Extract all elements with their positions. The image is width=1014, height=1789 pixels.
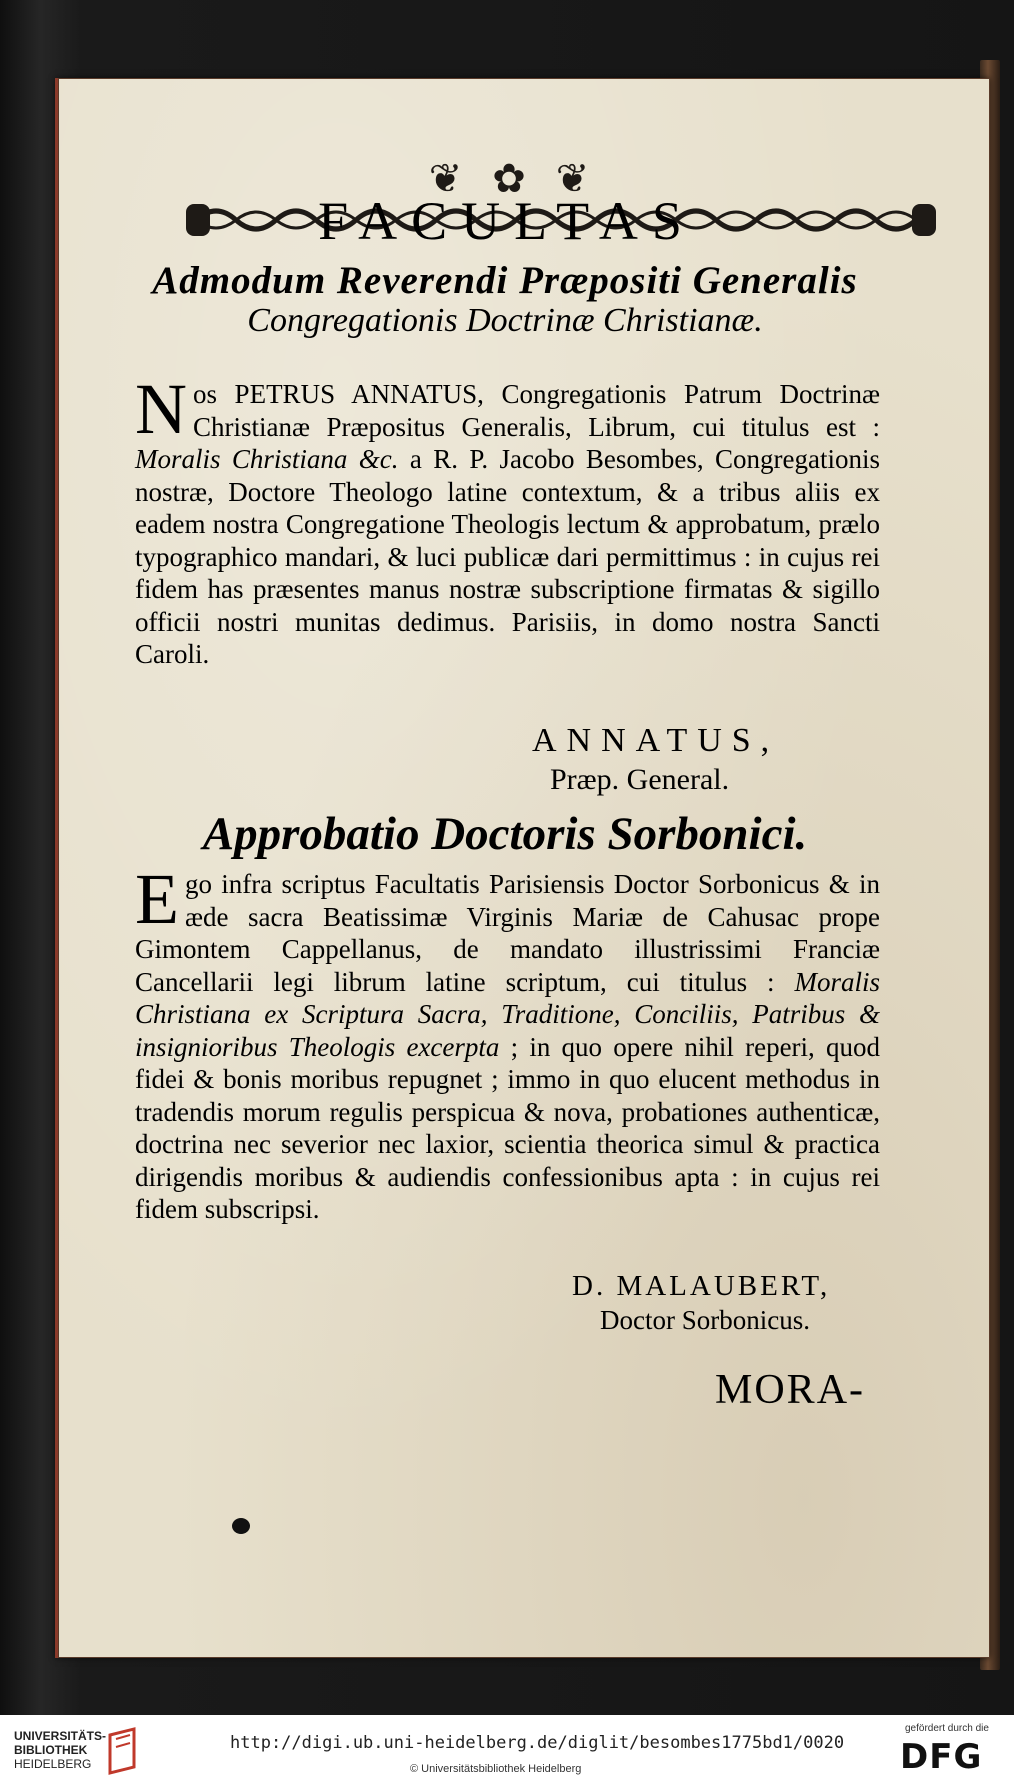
catchword: MORA- (715, 1367, 866, 1413)
library-logo-icon (104, 1727, 144, 1775)
library-name-line: BIBLIOTHEK (14, 1743, 88, 1757)
paragraph-approbatio (135, 859, 881, 1226)
subtitle-line-2: Congregationis Doctrinæ Christianæ. (247, 302, 763, 339)
subtitle-line-1: Admodum Reverendi Præpositi Generalis (152, 259, 858, 302)
funding-label: gefördert durch die (905, 1723, 989, 1734)
section-heading: Approbatio Doctoris Sorbonici. (202, 808, 808, 860)
paragraph-text: go infra scriptus Facultatis Parisiensis Doctor Sorbonicus & in æde sacra Beatissimæ Virginis Mariæ de Cahusac prope Gimontem Cappellanus, de mandato illustrissimi Franciæ Cancellarii legi librum latine scriptum, cui titulus : (135, 869, 880, 997)
permalink-link[interactable]: http://digi.ub.uni-heidelberg.de/diglit/besombes1775bd1/0020 (230, 1733, 845, 1753)
signature-name: ANNATUS, (532, 722, 780, 759)
paragraph-italic: Moralis Christiana &c. (135, 444, 399, 474)
ink-blot (232, 1518, 250, 1534)
paragraph-text: os PETRUS ANNATUS, Congregationis Patrum Doctrinæ Christianæ Præpositus Generalis, Librum, cui titulus est : (193, 379, 880, 442)
footer-bar (0, 1715, 1014, 1789)
signature-name: D. MALAUBERT, (572, 1270, 831, 1302)
library-logo-text (14, 1729, 106, 1771)
paragraph-facultas (135, 369, 880, 671)
fleuron-ornament: ❦✿❦ (428, 156, 620, 202)
paragraph-text: a R. P. Jacobo Besombes, Congregationis nostræ, Doctore Theologo latine contextum, & a tribus aliis ex eadem nostra Congregatione Theologis lectum & approbatum, prælo typographico mandari, & luci publicæ dari permittimus : in cujus rei fidem has præsentes manus nostræ subscriptione firmatas & sigillo officii nostri munitas dedimus. Parisiis, in domo nostra Sancti Caroli. (135, 444, 880, 669)
library-name-line: HEIDELBERG (14, 1757, 92, 1771)
signature-title: Doctor Sorbonicus. (600, 1305, 810, 1335)
signature-title: Præp. General. (550, 763, 730, 796)
drop-cap: N (135, 369, 187, 449)
page-title: FACULTAS (318, 191, 696, 251)
drop-cap: E (135, 859, 179, 939)
dfg-logo: DFG (900, 1737, 983, 1777)
library-name-line: UNIVERSITÄTS- (14, 1729, 107, 1743)
copyright-notice: © Universitätsbibliothek Heidelberg (410, 1763, 582, 1775)
paragraph-italic: Moralis Christiana ex Scriptura Sacra, Traditione, Conciliis, Patribus & insignioribus Theologis excerpta (135, 966, 880, 1062)
paragraph-text: ; in quo opere nihil reperi, quod fidei & bonis moribus repugnet ; immo in quo elucent methodus in tradendis morum regulis perspicua & nova, probationes authenticæ, doctrina nec severior nec laxior, scientia theorica simul & practica dirigendis moribus & audiendis confessionibus apta : in cujus rei fidem subscripsi. (135, 1031, 881, 1224)
